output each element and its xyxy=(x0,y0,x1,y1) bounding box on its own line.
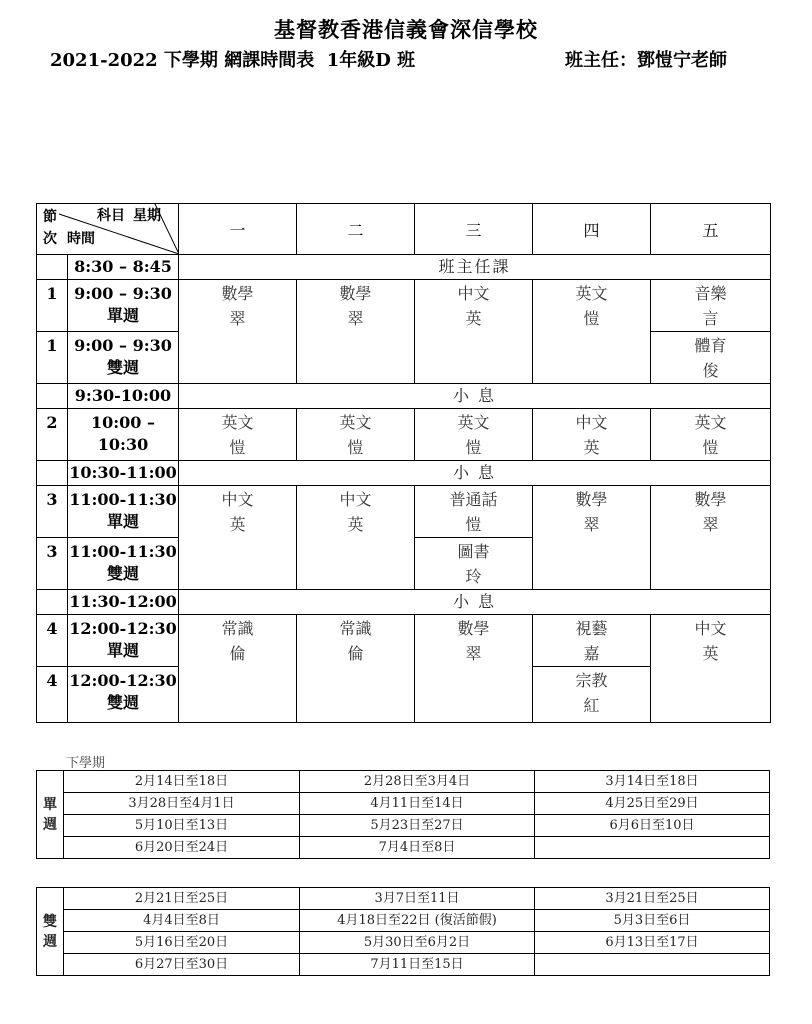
lesson-cell-wed-p2 xyxy=(415,409,533,461)
lesson-cell-fri-p1-double xyxy=(651,332,771,384)
lesson-cell-thu-p4-single xyxy=(533,615,651,667)
double-week-table xyxy=(36,887,770,976)
time-cell xyxy=(68,538,179,590)
time-cell: 9:30-10:00 xyxy=(68,384,179,409)
row-break-3 xyxy=(37,590,771,615)
teacher: 翠 xyxy=(702,515,719,534)
corner-period-label: 節 xyxy=(43,209,57,225)
day-header-tue: 二 xyxy=(297,204,415,255)
lesson-cell-tue-p4 xyxy=(297,615,415,723)
week-range: 5月3日至6日 xyxy=(535,910,770,932)
week-range: 3月21日至25日 xyxy=(535,888,770,910)
week-row xyxy=(37,910,770,932)
teacher: 倫 xyxy=(347,644,364,663)
subject: 體育 xyxy=(694,336,727,355)
corner-time-label: 時間 xyxy=(67,231,95,247)
teacher: 英 xyxy=(465,309,482,328)
time-range: 9:00 – 9:30 xyxy=(74,284,172,303)
subject: 數學 xyxy=(221,284,254,303)
week-range: 4月25日至29日 xyxy=(535,793,770,815)
subject: 數學 xyxy=(575,490,608,509)
label-char: 週 xyxy=(43,816,57,833)
lesson-cell-fri-p2 xyxy=(651,409,771,461)
lesson-cell-wed-p3-single xyxy=(415,486,533,538)
week-row xyxy=(37,954,770,976)
lesson-cell-mon-p3 xyxy=(179,486,297,590)
lesson-cell-mon-p2 xyxy=(179,409,297,461)
timetable-title: 2021-2022 下學期 網課時間表 1年級D 班 xyxy=(50,50,416,71)
week-type: 單週 xyxy=(106,512,139,531)
teacher: 愷 xyxy=(347,438,364,457)
corner-period-label-2: 次 xyxy=(43,231,57,247)
week-type: 雙週 xyxy=(106,564,139,583)
label-char: 雙 xyxy=(43,913,57,930)
subject: 常識 xyxy=(221,619,254,638)
day-header-mon: 一 xyxy=(179,204,297,255)
row-period-3-single xyxy=(37,486,771,538)
subtitle-line xyxy=(0,46,812,76)
lesson-cell-mon-p1 xyxy=(179,280,297,384)
lesson-cell-wed-p1 xyxy=(415,280,533,384)
week-row xyxy=(37,793,770,815)
time-cell xyxy=(68,280,179,332)
week-range: 7月11日至15日 xyxy=(300,954,535,976)
week-row xyxy=(37,888,770,910)
subject: 數學 xyxy=(694,490,727,509)
time-cell xyxy=(68,332,179,384)
subject: 中文 xyxy=(694,619,727,638)
teacher: 翠 xyxy=(465,644,482,663)
subject: 宗教 xyxy=(575,671,608,690)
subject: 視藝 xyxy=(575,619,608,638)
lesson-cell-fri-p4 xyxy=(651,615,771,723)
lesson-cell-tue-p1 xyxy=(297,280,415,384)
lesson-cell-thu-p2 xyxy=(533,409,651,461)
subject: 中文 xyxy=(339,490,372,509)
teacher: 玲 xyxy=(465,567,482,586)
timetable xyxy=(36,203,771,723)
period-number: 4 xyxy=(37,667,68,723)
lesson-cell-mon-p4 xyxy=(179,615,297,723)
corner-subject-label: 科目 xyxy=(97,208,125,224)
week-range: 5月16日至20日 xyxy=(64,932,300,954)
teacher: 嘉 xyxy=(583,644,600,663)
single-week-label xyxy=(37,771,64,859)
week-range: 6月20日至24日 xyxy=(64,837,300,859)
period-number: 3 xyxy=(37,486,68,538)
time-cell: 8:30 – 8:45 xyxy=(68,255,179,280)
day-header-wed: 三 xyxy=(415,204,533,255)
subject: 圖書 xyxy=(457,542,490,561)
teacher: 翠 xyxy=(347,309,364,328)
week-range: 5月30日至6月2日 xyxy=(300,932,535,954)
subject: 數學 xyxy=(457,619,490,638)
period-number: 3 xyxy=(37,538,68,590)
period-number: 1 xyxy=(37,332,68,384)
row-period-2 xyxy=(37,409,771,461)
double-week-label xyxy=(37,888,64,976)
school-name: 基督教香港信義會深信學校 xyxy=(274,17,538,42)
time-cell xyxy=(68,486,179,538)
subject: 中文 xyxy=(575,413,608,432)
period-number: 1 xyxy=(37,280,68,332)
teacher: 英 xyxy=(229,515,246,534)
week-type: 單週 xyxy=(106,641,139,660)
period-number: 4 xyxy=(37,615,68,667)
week-row xyxy=(37,837,770,859)
week-type: 雙週 xyxy=(106,358,139,377)
time-range: 11:00-11:30 xyxy=(69,542,177,561)
week-range: 3月28日至4月1日 xyxy=(64,793,300,815)
teacher: 紅 xyxy=(583,696,600,715)
subject: 英文 xyxy=(221,413,254,432)
time-cell: 10:00 – 10:30 xyxy=(68,409,179,461)
teacher: 英 xyxy=(583,438,600,457)
day-header-fri: 五 xyxy=(651,204,771,255)
week-range: 4月4日至8日 xyxy=(64,910,300,932)
day-header-thu: 四 xyxy=(533,204,651,255)
teacher: 倫 xyxy=(229,644,246,663)
subject: 英文 xyxy=(694,413,727,432)
class-teacher: 班主任：鄧愷宁老師 xyxy=(565,50,727,71)
lesson-cell-wed-p4 xyxy=(415,615,533,723)
teacher: 愷 xyxy=(229,438,246,457)
teacher: 愷 xyxy=(583,309,600,328)
week-range xyxy=(535,837,770,859)
homeroom-label: 班主任課 xyxy=(179,255,771,280)
subject: 中文 xyxy=(457,284,490,303)
row-homeroom xyxy=(37,255,771,280)
lesson-cell-tue-p3 xyxy=(297,486,415,590)
row-period-1-single xyxy=(37,280,771,332)
week-row xyxy=(37,932,770,954)
lesson-cell-fri-p3 xyxy=(651,486,771,590)
period-number: 2 xyxy=(37,409,68,461)
header-corner-cell xyxy=(37,204,179,255)
week-range: 4月11日至14日 xyxy=(300,793,535,815)
break-label: 小 息 xyxy=(179,461,771,486)
week-range: 5月23日至27日 xyxy=(300,815,535,837)
lesson-cell-thu-p4-double xyxy=(533,667,651,723)
subject: 英文 xyxy=(339,413,372,432)
subject: 中文 xyxy=(221,490,254,509)
break-label: 小 息 xyxy=(179,384,771,409)
break-label: 小 息 xyxy=(179,590,771,615)
lesson-cell-fri-p1-single xyxy=(651,280,771,332)
lesson-cell-thu-p3 xyxy=(533,486,651,590)
week-range: 7月4日至8日 xyxy=(300,837,535,859)
single-week-table xyxy=(36,770,770,859)
row-break-2 xyxy=(37,461,771,486)
time-cell xyxy=(68,615,179,667)
week-range: 6月27日至30日 xyxy=(64,954,300,976)
teacher: 英 xyxy=(702,644,719,663)
subject: 英文 xyxy=(575,284,608,303)
row-period-4-single xyxy=(37,615,771,667)
week-range: 3月7日至11日 xyxy=(300,888,535,910)
week-range: 3月14日至18日 xyxy=(535,771,770,793)
time-range: 9:00 – 9:30 xyxy=(74,336,172,355)
week-range: 2月28日至3月4日 xyxy=(300,771,535,793)
label-char: 單 xyxy=(43,796,57,813)
subject: 音樂 xyxy=(694,284,727,303)
label-char: 週 xyxy=(43,933,57,950)
week-range: 2月21日至25日 xyxy=(64,888,300,910)
time-range: 11:00-11:30 xyxy=(69,490,177,509)
time-cell: 10:30-11:00 xyxy=(68,461,179,486)
time-cell: 11:30-12:00 xyxy=(68,590,179,615)
time-cell xyxy=(68,667,179,723)
teacher: 愷 xyxy=(465,438,482,457)
week-type: 單週 xyxy=(106,306,139,325)
subject: 英文 xyxy=(457,413,490,432)
semester-label: 下學期 xyxy=(66,756,106,771)
time-range: 12:00-12:30 xyxy=(69,671,177,690)
week-range: 5月10日至13日 xyxy=(64,815,300,837)
lesson-cell-wed-p3-double xyxy=(415,538,533,590)
subject: 常識 xyxy=(339,619,372,638)
row-break-1 xyxy=(37,384,771,409)
week-type: 雙週 xyxy=(106,693,139,712)
teacher: 俊 xyxy=(702,361,719,380)
week-range: 6月13日至17日 xyxy=(535,932,770,954)
week-row xyxy=(37,815,770,837)
week-row xyxy=(37,771,770,793)
teacher: 英 xyxy=(347,515,364,534)
subject: 普通話 xyxy=(449,490,498,509)
week-range: 4月18日至22日 (復活節假) xyxy=(300,910,535,932)
corner-weekday-label: 星期 xyxy=(133,208,161,224)
subject: 數學 xyxy=(339,284,372,303)
time-range: 12:00-12:30 xyxy=(69,619,177,638)
lesson-cell-thu-p1 xyxy=(533,280,651,384)
teacher: 愷 xyxy=(702,438,719,457)
week-range: 6月6日至10日 xyxy=(535,815,770,837)
teacher: 翠 xyxy=(583,515,600,534)
teacher: 愷 xyxy=(465,515,482,534)
teacher: 言 xyxy=(702,309,719,328)
week-range: 2月14日至18日 xyxy=(64,771,300,793)
teacher: 翠 xyxy=(229,309,246,328)
week-range xyxy=(535,954,770,976)
lesson-cell-tue-p2 xyxy=(297,409,415,461)
